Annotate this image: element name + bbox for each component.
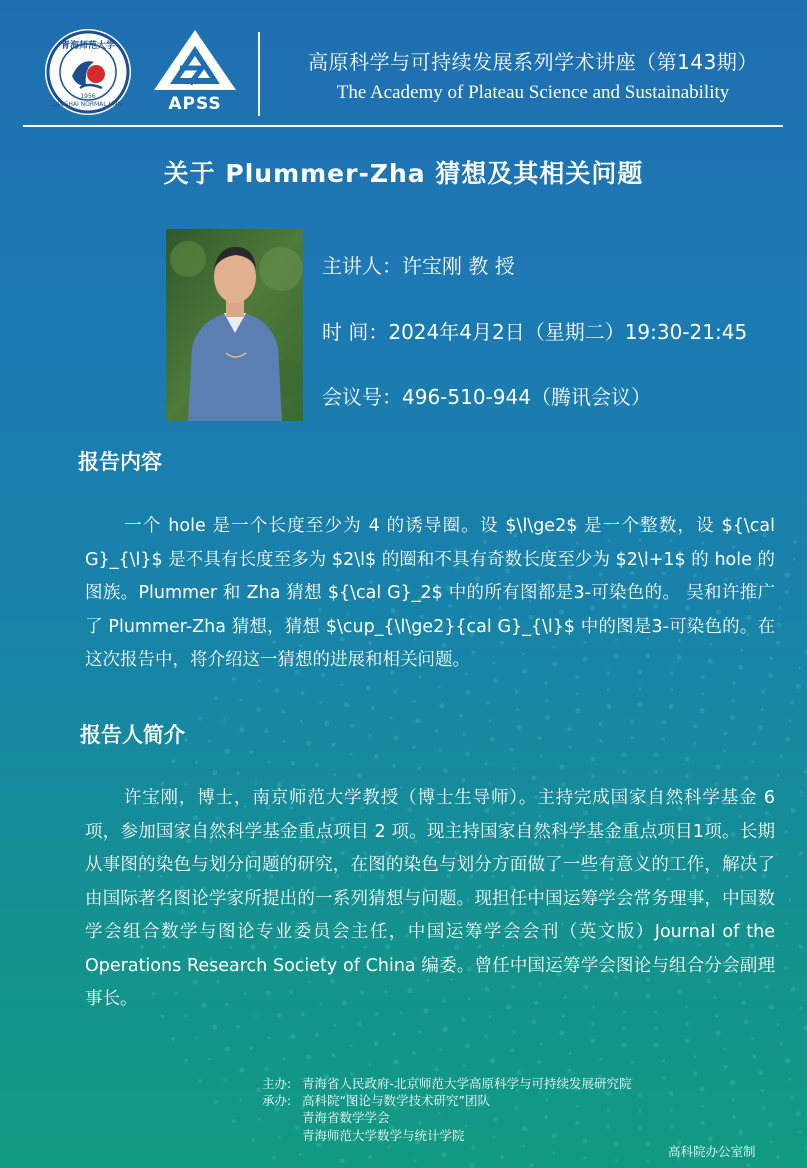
abstract-text: 一个 hole 是一个长度至少为 4 的诱导圈。设 $\l\ge2$ 是一个整数，设 ${\cal G}_{\l}$ 是不具有长度至多为 $2\l$ 的圈和不具有奇数长度至少为 $2\l+1$ 的 hole 的图族。Plummer 和 Zha 猜想 ${\cal G}_2$ 中的所有图都是3-可染色的。 吴和许推广了 Plummer-Zha 猜想，猜想 $\cup_{\l\ge2}{cal G}_{\l}$ 中的图是3-可染色的。在这次报告中，将介绍这一猜想的进展和相关问题。 [85, 516, 775, 670]
footer-organizer-3: 青海师范大学数学与统计学院 [302, 1128, 465, 1143]
svg-text:APSS: APSS [168, 94, 222, 112]
footer-credit: 高科院办公室制 [668, 1144, 756, 1159]
bio-text: 许宝刚，博士，南京师范大学教授（博士生导师）。主持完成国家自然科学基金 6 项，参加国家自然科学基金重点项目 2 项。现主持国家自然科学基金重点项目1项。长期从事图的染色与划分问题的研究，在图的染色与划分方面做了一些有意义的工作，解决了由国际著名图论学家所提出的一系列猜想与问题。现担任中国运筹学会常务理事，中国数学会组合数学与图论专业委员会主任，中国运筹学会会刊（英文版）Journal of the Operations Research Society of China 编委。曾任中国运筹学会图论与组合分会副理事长。 [85, 788, 775, 1009]
bio-paragraph [85, 782, 775, 1017]
talk-title: 关于 Plummer-Zha 猜想及其相关问题 [163, 159, 644, 188]
bio-heading: 报告人简介 [80, 723, 185, 747]
speaker-line: 主讲人：许宝刚 教 授 [322, 254, 515, 278]
speaker-photo [166, 229, 303, 421]
meeting-line: 会议号：496-510-944（腾讯会议） [322, 385, 651, 409]
footer-organizer-2: 青海省数学学会 [302, 1110, 390, 1125]
svg-text:QINGHAI NORMAL UNIV: QINGHAI NORMAL UNIV [52, 101, 124, 108]
footer-host: 青海省人民政府-北京师范大学高原科学与可持续发展研究院 [302, 1076, 632, 1091]
university-seal-logo [44, 28, 132, 116]
header-rule [23, 125, 783, 127]
abstract-heading: 报告内容 [78, 450, 162, 474]
svg-text:1956: 1956 [80, 93, 96, 100]
abstract-paragraph [85, 510, 775, 678]
time-line: 时 间：2024年4月2日（星期二）19:30-21:45 [322, 320, 748, 344]
header [0, 0, 807, 127]
academy-title: The Academy of Plateau Science and Sustainability [336, 82, 730, 103]
apss-logo [150, 28, 240, 112]
series-title: 高原科学与可持续发展系列学术讲座（第143期） [308, 50, 758, 74]
footer-host-label: 主办: [262, 1076, 292, 1091]
header-divider [258, 32, 260, 116]
footer-organizer-1: 高科院“图论与数学技术研究”团队 [302, 1093, 490, 1108]
footer-organizer-label: 承办: [262, 1093, 292, 1108]
svg-text:青海师范大学: 青海师范大学 [60, 41, 116, 51]
